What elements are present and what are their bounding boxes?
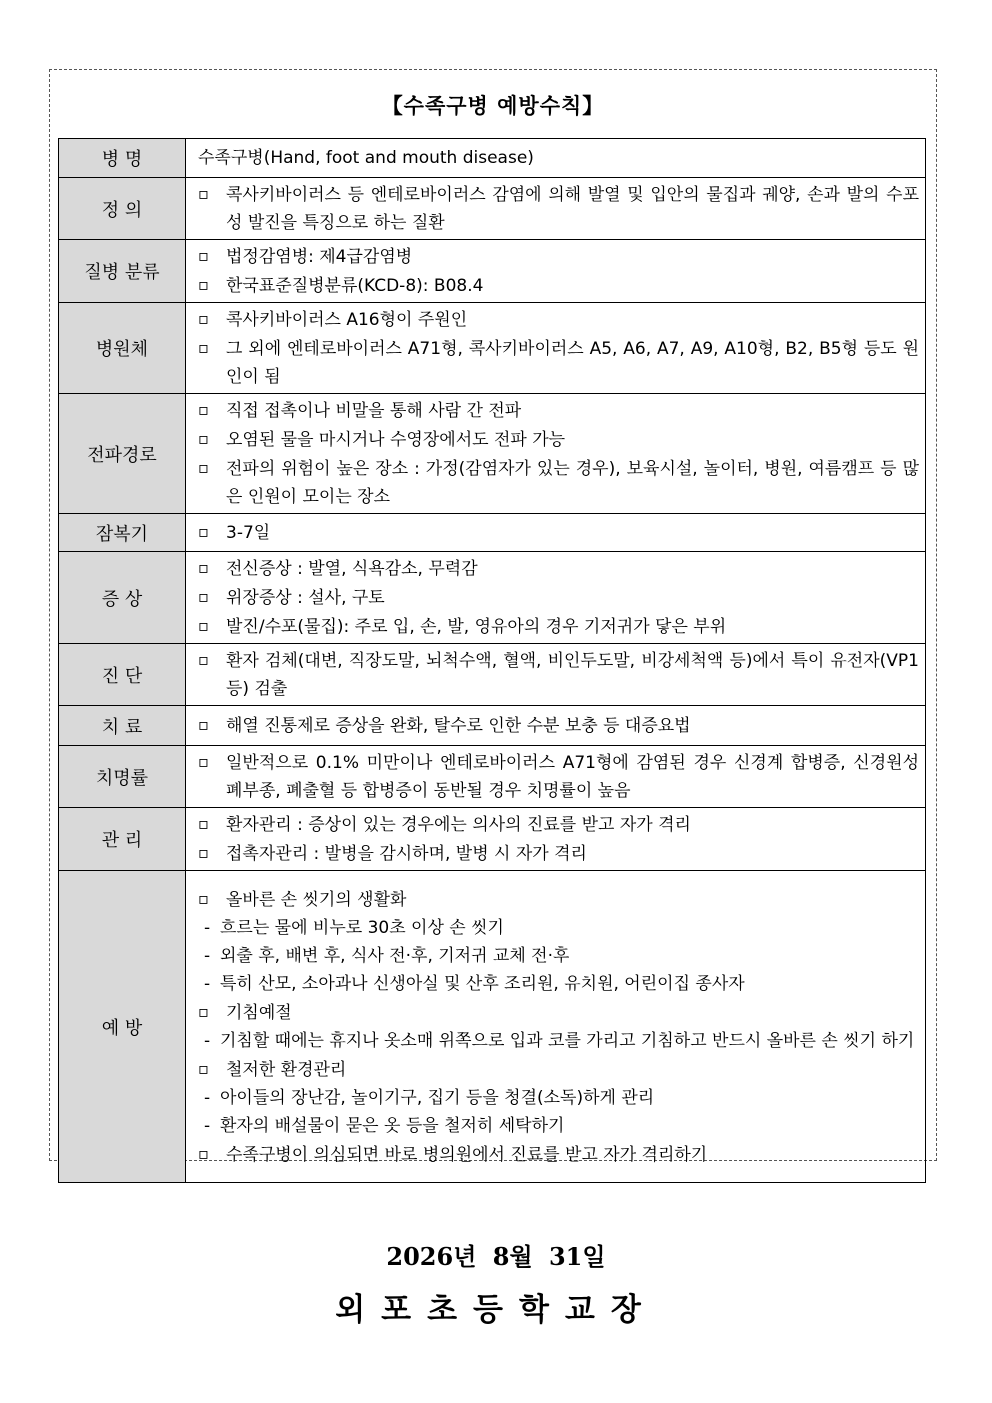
table-row [59, 303, 926, 394]
row-label: 전파경로 [59, 394, 186, 514]
sub-item: - 흐르는 물에 비누로 30초 이상 손 씻기 [198, 914, 919, 942]
sub-item: - 기침할 때에는 휴지나 옷소매 위쪽으로 입과 코를 가리고 기침하고 반드시 올바른 손 씻기 하기 [198, 1027, 919, 1055]
list-item: ▫ 올바른 손 씻기의 생활화 [198, 885, 919, 914]
list-item: ▫ 위장증상 : 설사, 구토 [198, 583, 919, 612]
list-item: ▫ 직접 접촉이나 비말을 통해 사람 간 전파 [198, 396, 919, 425]
list-item: ▫ 3-7일 [198, 518, 919, 547]
table-row [59, 644, 926, 706]
row-label: 증 상 [59, 552, 186, 644]
row-content [186, 514, 926, 552]
row-label: 잠복기 [59, 514, 186, 552]
list-item: ▫ 수족구병이 의심되면 바로 병의원에서 진료를 받고 자가 격리하기 [198, 1140, 919, 1169]
table-row [59, 139, 926, 178]
list-item: ▫ 그 외에 엔테로바이러스 A71형, 콕사키바이러스 A5, A6, A7, A9, A10형, B2, B5형 등도 원인이 됨 [198, 334, 919, 391]
sub-item: - 환자의 배설물이 묻은 옷 등을 철저히 세탁하기 [198, 1112, 919, 1140]
issuer-name: 외포초등학교장 [335, 1292, 657, 1328]
row-label: 진 단 [59, 644, 186, 706]
list-item: ▫ 일반적으로 0.1% 미만이나 엔테로바이러스 A71형에 감염된 경우 신경계 합병증, 신경원성 폐부종, 폐출혈 등 합병증이 동반될 경우 치명률이 높음 [198, 748, 919, 805]
list-item: ▫ 한국표준질병분류(KCD-8): B08.4 [198, 271, 919, 300]
list-item: ▫ 기침예절 [198, 998, 919, 1027]
table-row [59, 514, 926, 552]
row-content [186, 240, 926, 303]
list-item: ▫ 전파의 위험이 높은 장소 : 가정(감염자가 있는 경우), 보육시설, 놀이터, 병원, 여름캠프 등 많은 인원이 모이는 장소 [198, 454, 919, 511]
page-title: 【수족구병 예방수칙】 [381, 94, 605, 118]
table-row [59, 240, 926, 303]
row-label: 병원체 [59, 303, 186, 394]
list-item: 수족구병(Hand, foot and mouth disease) [198, 148, 534, 168]
sub-item: - 아이들의 장난감, 놀이기구, 집기 등을 청결(소독)하게 관리 [198, 1084, 919, 1112]
row-label: 병 명 [59, 139, 186, 178]
row-content [186, 139, 926, 178]
row-content [186, 871, 926, 1183]
list-item: ▫ 발진/수포(물집): 주로 입, 손, 발, 영유아의 경우 기저귀가 닿은 부위 [198, 612, 919, 641]
info-table-body [59, 139, 926, 1183]
table-row [59, 706, 926, 746]
row-label: 관 리 [59, 808, 186, 871]
table-row [59, 552, 926, 644]
row-content [186, 746, 926, 808]
list-item: ▫ 접촉자관리 : 발병을 감시하며, 발병 시 자가 격리 [198, 839, 919, 868]
row-content [186, 552, 926, 644]
list-item: ▫ 전신증상 : 발열, 식욕감소, 무력감 [198, 554, 919, 583]
table-row [59, 871, 926, 1183]
list-item: ▫ 해열 진통제로 증상을 완화, 탈수로 인한 수분 보충 등 대증요법 [198, 711, 919, 740]
list-item: ▫ 환자관리 : 증상이 있는 경우에는 의사의 진료를 받고 자가 격리 [198, 810, 919, 839]
table-row [59, 394, 926, 514]
list-item: ▫ 법정감염병: 제4급감염병 [198, 242, 919, 271]
table-row [59, 178, 926, 240]
issue-date: 2026년 8월 31일 [386, 1242, 606, 1271]
row-label: 질병 분류 [59, 240, 186, 303]
sub-item: - 특히 산모, 소아과나 신생아실 및 산후 조리원, 유치원, 어린이집 종사자 [198, 970, 919, 998]
table-row [59, 746, 926, 808]
row-label: 정 의 [59, 178, 186, 240]
row-content [186, 303, 926, 394]
row-content [186, 644, 926, 706]
row-content [186, 808, 926, 871]
list-item: ▫ 콕사키바이러스 A16형이 주원인 [198, 305, 919, 334]
table-row [59, 808, 926, 871]
row-label: 치명률 [59, 746, 186, 808]
list-item: ▫ 환자 검체(대변, 직장도말, 뇌척수액, 혈액, 비인두도말, 비강세척액 등)에서 특이 유전자(VP1 등) 검출 [198, 646, 919, 703]
list-item: ▫ 오염된 물을 마시거나 수영장에서도 전파 가능 [198, 425, 919, 454]
sub-item: - 외출 후, 배변 후, 식사 전·후, 기저귀 교체 전·후 [198, 942, 919, 970]
list-item: ▫ 철저한 환경관리 [198, 1055, 919, 1084]
row-label: 예 방 [59, 871, 186, 1183]
row-content [186, 394, 926, 514]
row-content [186, 178, 926, 240]
row-label: 치 료 [59, 706, 186, 746]
info-table [58, 138, 926, 1183]
row-content [186, 706, 926, 746]
list-item: ▫ 콕사키바이러스 등 엔테로바이러스 감염에 의해 발열 및 입안의 물집과 궤양, 손과 발의 수포성 발진을 특징으로 하는 질환 [198, 180, 919, 237]
